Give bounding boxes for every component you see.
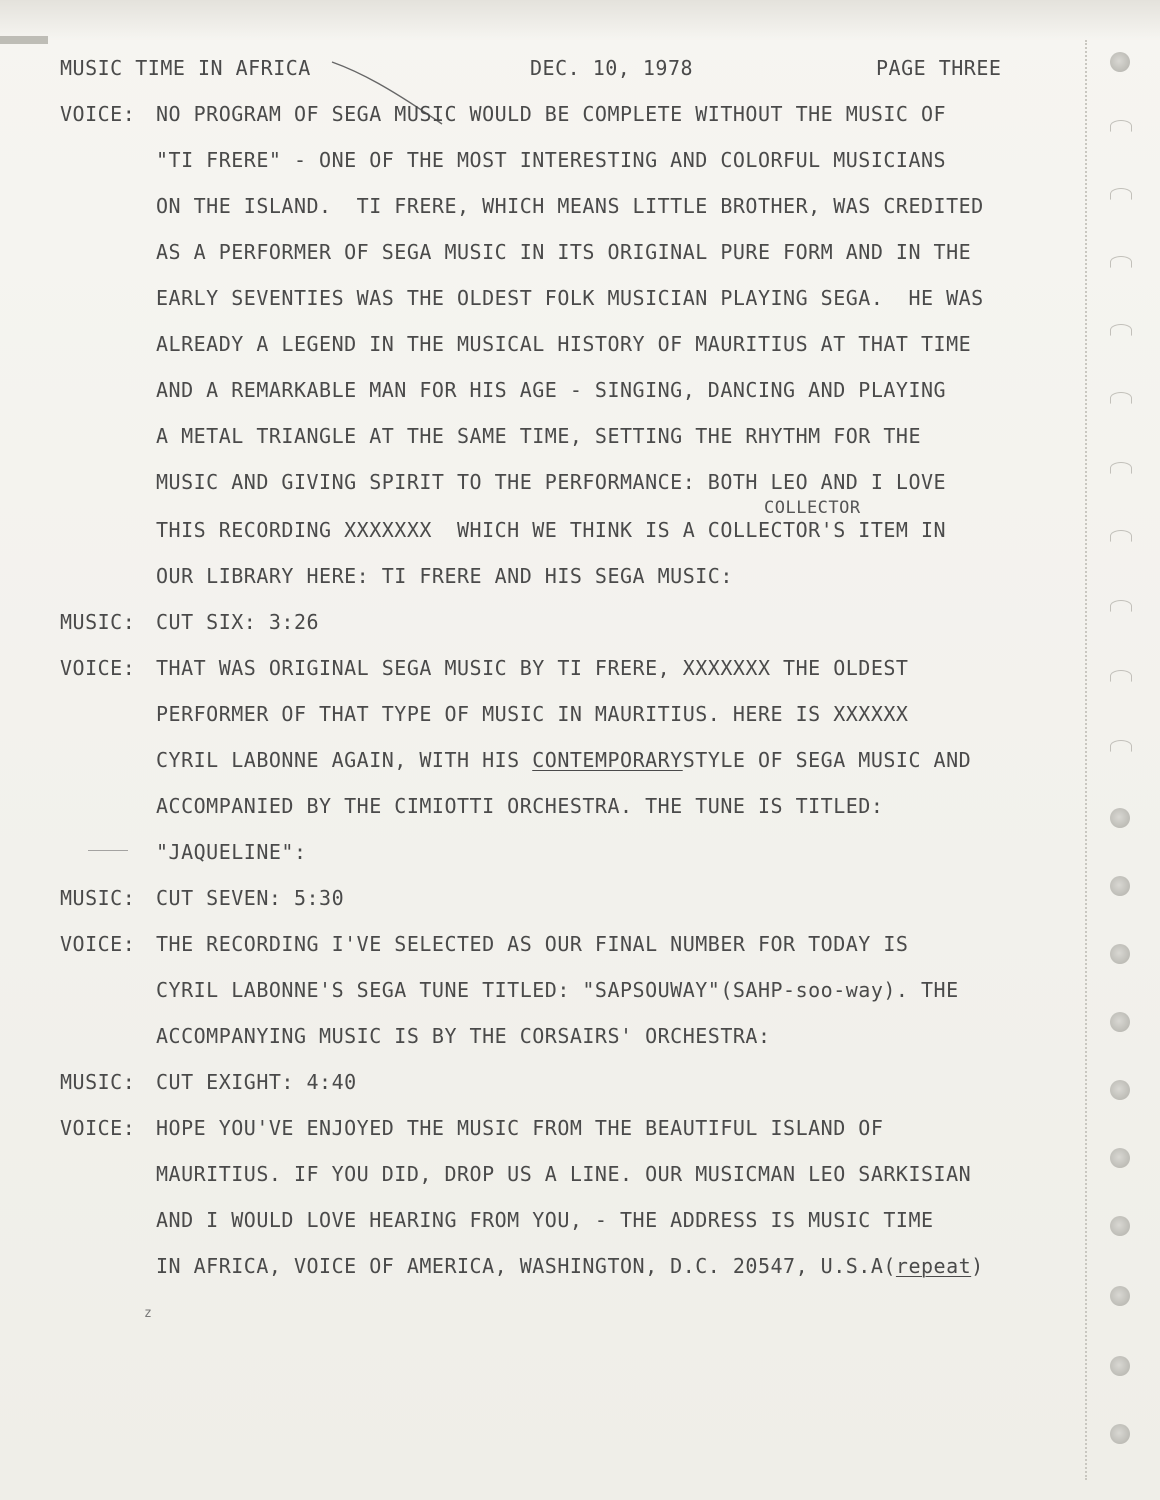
binder-hole	[1110, 670, 1132, 682]
margin-mark: z	[144, 1306, 152, 1321]
script-line: MUSIC AND GIVING SPIRIT TO THE PERFORMANCE: BOTH LEO AND I LOVE	[156, 470, 947, 494]
broadcast-date: DEC. 10, 1978	[530, 56, 694, 80]
cue-label: MUSIC:	[60, 610, 136, 634]
binder-hole	[1110, 188, 1132, 200]
cue-label: MUSIC:	[60, 886, 136, 910]
page-number: PAGE THREE	[876, 56, 1002, 80]
script-line	[156, 748, 971, 772]
line-text: IN AFRICA, VOICE OF AMERICA, WASHINGTON, D.C. 20547, U.S.A(	[156, 1254, 896, 1278]
script-line	[156, 1254, 984, 1278]
binder-hole	[1110, 1286, 1130, 1306]
script-line: ACCOMPANYING MUSIC IS BY THE CORSAIRS' ORCHESTRA:	[156, 1024, 771, 1048]
binder-hole	[1110, 120, 1132, 132]
script-line: AS A PERFORMER OF SEGA MUSIC IN ITS ORIGINAL PURE FORM AND IN THE	[156, 240, 972, 264]
binder-hole	[1110, 876, 1130, 896]
binder-hole	[1110, 1148, 1130, 1168]
binder-hole	[1110, 392, 1132, 404]
typed-correction: COLLECTOR	[764, 498, 861, 518]
speaker-label: VOICE:	[60, 932, 136, 956]
music-cue: CUT EXIGHT: 4:40	[156, 1070, 357, 1094]
script-line: AND I WOULD LOVE HEARING FROM YOU, - THE ADDRESS IS MUSIC TIME	[156, 1208, 934, 1232]
music-cue: CUT SEVEN: 5:30	[156, 886, 345, 910]
script-line: MAURITIUS. IF YOU DID, DROP US A LINE. OUR MUSICMAN LEO SARKISIAN	[156, 1162, 972, 1186]
paper-left-mark	[0, 36, 48, 44]
binder-hole	[1110, 808, 1130, 828]
binder-hole	[1110, 52, 1130, 72]
line-text: CYRIL LABONNE AGAIN, WITH HIS	[156, 748, 533, 772]
script-line: NO PROGRAM OF SEGA MUSIC WOULD BE COMPLETE WITHOUT THE MUSIC OF	[156, 102, 947, 126]
binder-hole	[1110, 1216, 1130, 1236]
script-line: "JAQUELINE":	[156, 840, 307, 864]
script-line: OUR LIBRARY HERE: TI FRERE AND HIS SEGA MUSIC:	[156, 564, 733, 588]
script-line: HOPE YOU'VE ENJOYED THE MUSIC FROM THE BEAUTIFUL ISLAND OF	[156, 1116, 884, 1140]
script-line: THE RECORDING I'VE SELECTED AS OUR FINAL NUMBER FOR TODAY IS	[156, 932, 909, 956]
paper-top-edge	[0, 0, 1160, 40]
pen-mark	[88, 850, 128, 851]
binder-hole	[1110, 1012, 1130, 1032]
binder-hole	[1110, 256, 1132, 268]
script-line: PERFORMER OF THAT TYPE OF MUSIC IN MAURITIUS. HERE IS XXXXXX	[156, 702, 909, 726]
speaker-label: VOICE:	[60, 656, 136, 680]
script-line: A METAL TRIANGLE AT THE SAME TIME, SETTING THE RHYTHM FOR THE	[156, 424, 922, 448]
speaker-label: VOICE:	[60, 102, 136, 126]
binder-hole	[1110, 740, 1132, 752]
perforation-line	[1085, 40, 1088, 1480]
script-line: ON THE ISLAND. TI FRERE, WHICH MEANS LITTLE BROTHER, WAS CREDITED	[156, 194, 984, 218]
speaker-label: VOICE:	[60, 1116, 136, 1140]
binder-hole	[1110, 462, 1132, 474]
script-line: AND A REMARKABLE MAN FOR HIS AGE - SINGING, DANCING AND PLAYING	[156, 378, 947, 402]
binder-hole	[1110, 1080, 1130, 1100]
music-cue: CUT SIX: 3:26	[156, 610, 320, 634]
underlined-word: CONTEMPORARY	[532, 748, 683, 772]
binder-hole	[1110, 324, 1132, 336]
underlined-word: repeat	[895, 1254, 972, 1278]
binder-hole	[1110, 530, 1132, 542]
binder-hole	[1110, 1356, 1130, 1376]
cue-label: MUSIC:	[60, 1070, 136, 1094]
script-line: "TI FRERE" - ONE OF THE MOST INTERESTING AND COLORFUL MUSICIANS	[156, 148, 947, 172]
binder-hole	[1110, 600, 1132, 612]
script-line: THIS RECORDING XXXXXXX WHICH WE THINK IS A COLLECTOR'S ITEM IN	[156, 518, 947, 542]
script-line: ACCOMPANIED BY THE CIMIOTTI ORCHESTRA. THE TUNE IS TITLED:	[156, 794, 884, 818]
script-line: THAT WAS ORIGINAL SEGA MUSIC BY TI FRERE, XXXXXXX THE OLDEST	[156, 656, 909, 680]
script-line: EARLY SEVENTIES WAS THE OLDEST FOLK MUSICIAN PLAYING SEGA. HE WAS	[156, 286, 984, 310]
binder-hole	[1110, 1424, 1130, 1444]
line-text: STYLE OF SEGA MUSIC AND	[682, 748, 972, 772]
program-title: MUSIC TIME IN AFRICA	[60, 56, 311, 80]
binder-hole	[1110, 944, 1130, 964]
line-text: )	[971, 1254, 984, 1278]
script-line: CYRIL LABONNE'S SEGA TUNE TITLED: "SAPSOUWAY"(SAHP-soo-way). THE	[156, 978, 959, 1002]
script-line: ALREADY A LEGEND IN THE MUSICAL HISTORY OF MAURITIUS AT THAT TIME	[156, 332, 972, 356]
